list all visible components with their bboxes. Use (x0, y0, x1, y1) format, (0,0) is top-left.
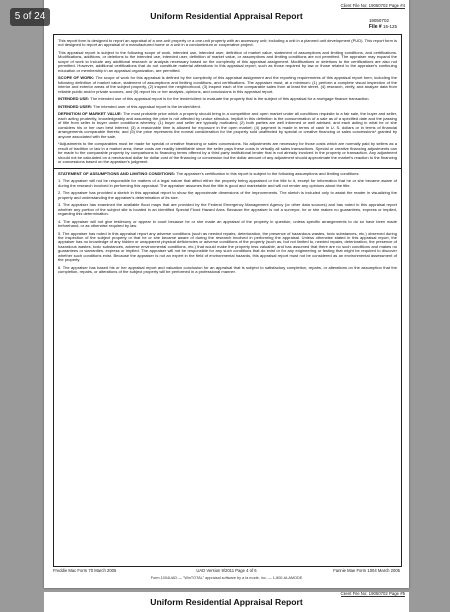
condition-3: 3. The appraiser has examined the available flood maps that are provided by the Federal Emergency Management Agency (or other data sources) and has noted in this appraisal report whether any portion of the subject site is located in an identified Special Flood Hazard Area. Because the appraiser is not a surveyor, he or she makes no guarantees, express or implied, regarding this determination. (58, 202, 397, 216)
next-page (44, 592, 409, 612)
scope-of-work: SCOPE OF WORK: The scope of work for this appraisal is defined by the complexity of this appraisal assignment and the reporting requirements of this appraisal report form, including the following definition of market value, statement of assumptions and limiting conditions, and certifications. The appraiser must, at a minimum: (1) perform a complete visual inspection of the interior and exterior areas of the subject property, (2) inspect the neighborhood, (3) inspect each of the comparable sales from at least the street, (4) research, verify, and analyze data from reliable public and/or private sources, and (5) report his or her analysis, opinions, and conclusions in this appraisal report. (58, 75, 397, 94)
section-divider (54, 168, 401, 169)
next-client-file-ref: Client File No: 19050702 Page #5 (340, 592, 405, 596)
footer-center: UAD Version 9/2011 Page 4 of 6 (196, 568, 257, 573)
report-page (44, 0, 409, 588)
case-number: 19050702 (368, 18, 389, 23)
intended-use: INTENDED USE: The intended use of this appraisal report is for the lender/client to evaluate the property that is the subject of this appraisal for a mortgage finance transaction. (58, 96, 370, 102)
next-report-title: Uniform Residential Appraisal Report (150, 597, 303, 607)
condition-5: 5. The appraiser has noted in this appraisal report any adverse conditions (such as needed repairs, deterioration, the presence of hazardous wastes, toxic substances, etc.) observed during the inspection of the subject property or that he or she became aware of during the research involved in performing the appraisal. Unless otherwise stated in this appraisal report, the appraiser has no knowledge of any hidden or unapparent physical deficiencies or adverse conditions of the property (such as, but not limited to, needed repairs, deterioration, the presence of hazardous wastes, toxic substances, adverse environmental conditions, etc.) that would make the property less valuable, and has assumed that there are no such conditions and makes no guarantees or warranties, express or implied. The appraiser will not be responsible for any such conditions that do exist or for any engineering or testing that might be required to discover whether such conditions exist. Because the appraiser is not an expert in the field of environmental hazards, this appraisal report must not be considered as an environmental assessment of the property. (58, 230, 397, 263)
client-file-ref: Client File No: 19050702 Page #4 (340, 3, 405, 8)
footer-left: Freddie Mac Form 70 March 2005 (53, 568, 117, 573)
adjustments-note: *Adjustments to the comparables must be made for special or creative financing or sales concessions. No adjustments are necessary for those costs which are normally paid by sellers as a result of tradition or law in a market area; these costs are readily identifiable since the seller pays these costs in virtually all sales transactions. Special or creative financing adjustments can be made to the comparable property by comparisons to financing terms offered by a third party institutional lender that is not already involved in the property or transaction. Any adjustment should not be calculated on a mechanical dollar for dollar cost of the financing or concession but the dollar amount of any adjustment should approximate the market's reaction to the financing or concessions based on the appraiser's judgment. (58, 141, 397, 164)
condition-4: 4. The appraiser will not give testimony or appear in court because he or she made an appraisal of the property in question, unless specific arrangements to do so have been made beforehand, or as otherwise required by law. (58, 218, 397, 228)
condition-2: 2. The appraiser has provided a sketch in this appraisal report to show the approximate dimensions of the improvements. The sketch is included only to assist the reader in visualizing the property and understanding the appraiser's determination of its size. (58, 190, 397, 200)
file-number: File # 15-125 (368, 24, 397, 30)
case-number-block (369, 18, 397, 30)
page-indicator: 5 of 24 (10, 8, 50, 26)
report-title: Uniform Residential Appraisal Report (150, 11, 303, 21)
intended-user: INTENDED USER: The intended user of this appraisal report is the lender/client. (58, 103, 201, 109)
report-body-box (53, 34, 402, 567)
footer-right: Fannie Mae Form 1004 March 2005 (333, 568, 400, 573)
condition-6: 6. The appraiser has based his or her appraisal report and valuation conclusion for an appraisal that is subject to satisfactory completion, repairs, or alterations on the assumption that the completion, repairs, or alterations of the subject property will be performed in a professional manner. (58, 264, 397, 275)
market-value-definition: DEFINITION OF MARKET VALUE: The most probable price which a property should bring in a competitive and open market under all conditions requisite to a fair sale, the buyer and seller, each acting prudently, knowledgeably and assuming the price is not affected by undue stimulus. Implicit in this definition is the consummation of a sale as of a specified date and the passing of title from seller to buyer under conditions whereby: (1) buyer and seller are typically motivated; (2) both parties are well informed or well advised, and each acting in what he or she considers his or her own best interest; (3) a reasonable time is allowed for exposure in the open market; (4) payment is made in terms of cash in U. S. dollars or in terms of financial arrangements comparable thereto; and (5) the price represents the normal consideration for the property sold unaffected by special or creative financing or sales concessions* granted by anyone associated with the sale. (58, 111, 397, 139)
assumptions-heading: STATEMENT OF ASSUMPTIONS AND LIMITING CONDITIONS: The appraiser's certification in this report is subject to the following assumptions and limiting conditions: (58, 170, 360, 176)
scope-paragraph: This appraisal report is subject to the following scope of work, intended use, intended user, definition of market value, statement of assumptions and limiting conditions, and certifications. Modifications, additions, or deletions to the intended use, intended user, definition of market value, or assumptions and limiting conditions are not permitted. The appraiser may expand the scope of work to include any additional research or analysis necessary based on the complexity of this appraisal assignment. Modifications or deletions to the certifications are also not permitted. However, additional certifications that do not constitute material alterations to this appraisal report, such as those required by law or those related to the appraiser's continuing education or membership in an appraisal organization, are permitted. (58, 50, 397, 73)
intro-paragraph: This report form is designed to report an appraisal of a one-unit property or a one-unit property with an accessory unit; including a unit in a planned unit development (PUD). This report form is not designed to report an appraisal of a manufactured home or a unit in a condominium or cooperative project. (58, 38, 397, 48)
software-credit: Form 1004UAD — "WinTOTAL" appraisal software by a la mode, inc. — 1-800-ALAMODE (150, 576, 303, 580)
condition-1: 1. The appraiser will not be responsible for matters of a legal nature that affect either the property being appraised or the title to it, except for information that he or she became aware of during the research involved in performing this appraisal. The appraiser assumes that the title is good and marketable and will not render any opinions about the title. (58, 178, 397, 188)
